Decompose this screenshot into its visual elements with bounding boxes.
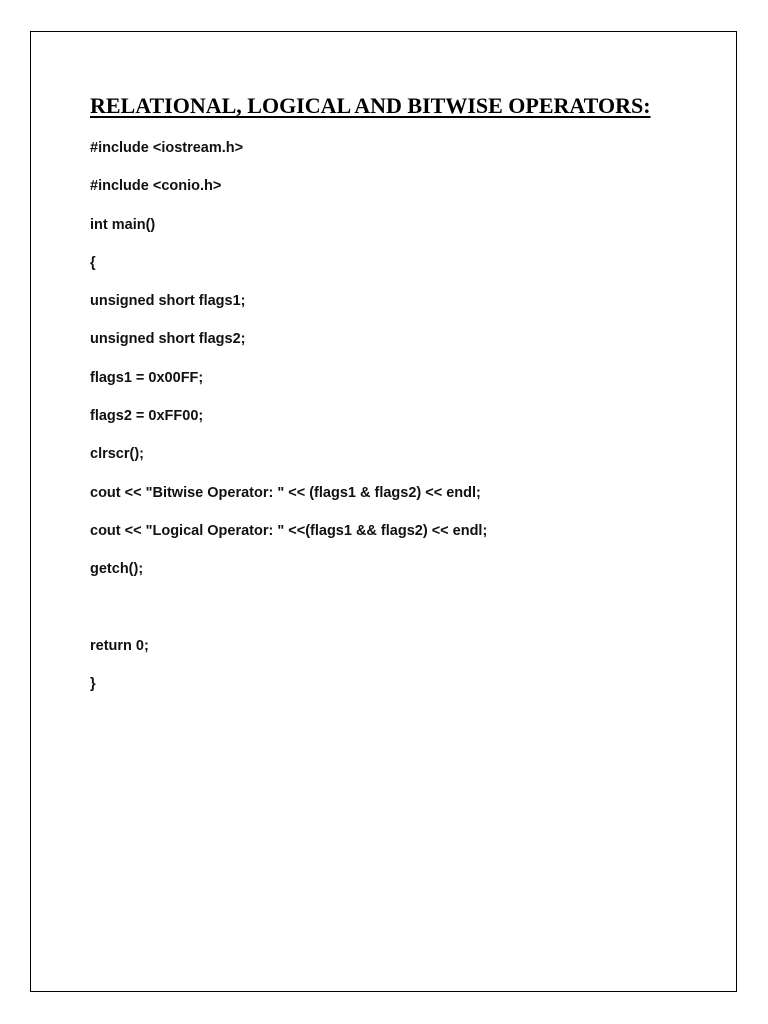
code-line-assign-flags2: flags2 = 0xFF00; <box>90 408 204 425</box>
code-line-include-conio: #include <conio.h> <box>90 178 222 195</box>
code-line-getch: getch(); <box>90 561 144 578</box>
code-line-declare-flags1: unsigned short flags1; <box>90 293 246 310</box>
code-line-assign-flags1: flags1 = 0x00FF; <box>90 369 204 386</box>
code-line-close-brace: } <box>90 676 96 693</box>
code-line-logical-output: cout << "Logical Operator: " <<(flags1 && flags2) << endl; <box>90 522 488 539</box>
code-line-bitwise-output: cout << "Bitwise Operator: " << (flags1 & flags2) << endl; <box>90 484 481 501</box>
code-listing <box>90 137 487 711</box>
code-line-return: return 0; <box>90 637 149 654</box>
code-line-main-signature: int main() <box>90 216 156 233</box>
code-line-open-brace: { <box>90 254 96 271</box>
code-line-include-iostream: #include <iostream.h> <box>90 140 244 156</box>
code-line-declare-flags2: unsigned short flags2; <box>90 331 246 348</box>
code-line-clrscr: clrscr(); <box>90 446 144 463</box>
code-line-blank <box>90 597 487 635</box>
document-title: RELATIONAL, LOGICAL AND BITWISE OPERATORS: <box>90 93 651 118</box>
